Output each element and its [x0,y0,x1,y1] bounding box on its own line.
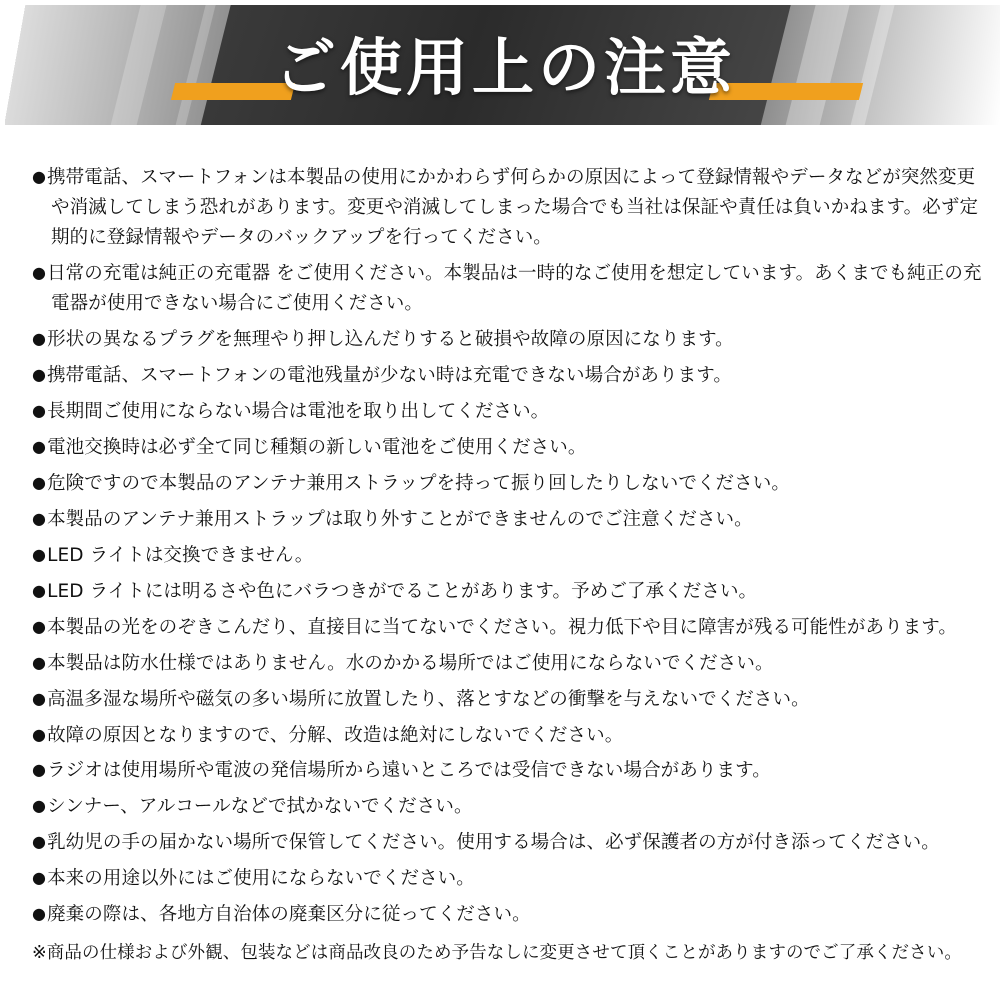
list-item [32,397,982,427]
list-item [32,325,982,355]
list-item-text: 高温多湿な場所や磁気の多い場所に放置したり、落とすなどの衝撃を与えないでください。 [47,688,810,710]
bullet-icon: ● [32,580,47,600]
page-title: ご使用上の注意 [273,30,736,104]
list-item [32,828,982,858]
bullet-icon: ● [32,508,47,528]
list-item [32,433,982,463]
bullet-icon: ● [32,652,47,672]
list-item-text: 日常の充電は純正の充電器 をご使用ください。本製品は一時的なご使用を想定しています。あくまでも純正の充電器が使用できない場合にご使用ください。 [47,262,982,314]
bullet-icon: ● [32,364,47,384]
list-item-text: 携帯電話、スマートフォンは本製品の使用にかかわらず何らかの原因によって登録情報やデータなどが突然変更や消滅してしまう恐れがあります。変更や消滅してしまった場合でも当社は保証や責任は負いかねます。必ず定期的に登録情報やデータのバックアップを行ってください。 [47,167,979,248]
list-item [32,361,982,391]
bullet-icon: ● [32,616,47,636]
list-item [32,469,982,499]
header-banner [5,5,1000,125]
list-item-text: 長期間ご使用にならない場合は電池を取り出してください。 [47,400,550,422]
list-item [32,541,982,571]
list-item [32,721,982,751]
list-item [32,900,982,930]
bullet-icon: ● [32,262,47,282]
list-item-text: ラジオは使用場所や電波の発信場所から遠いところでは受信できない場合があります。 [47,760,771,782]
bullet-icon: ● [32,436,47,456]
list-item-text: 危険ですので本製品のアンテナ兼用ストラップを持って振り回したりしないでください。 [47,472,790,494]
list-item [32,756,982,786]
list-item-text: 本製品の光をのぞきこんだり、直接目に当てないでください。視力低下や目に障害が残る可能性があります。 [47,616,957,638]
bullet-icon: ● [32,904,47,924]
list-item-text: LED ライトには明るさや色にバラつきがでることがあります。予めご了承ください。 [47,580,758,602]
bullet-icon: ● [32,832,47,852]
list-item [32,505,982,535]
footnote: ※商品の仕様および外観、包装などは商品改良のため予告なしに変更させて頂くことがありますのでご了承ください。 [32,943,962,964]
bullet-icon: ● [32,688,47,708]
notice-content [10,133,1000,995]
list-item [32,163,982,253]
list-item-text: 本製品のアンテナ兼用ストラップは取り外すことができませんのでご注意ください。 [47,508,753,530]
list-item-text: 本来の用途以外にはご使用にならないでください。 [47,868,475,890]
list-item-text: 乳幼児の手の届かない場所で保管してください。使用する場合は、必ず保護者の方が付き添ってください。 [47,832,940,854]
list-item-text: 廃棄の際は、各地方自治体の廃棄区分に従ってください。 [47,904,531,926]
bullet-icon: ● [32,796,47,816]
list-item-text: シンナー、アルコールなどで拭かないでください。 [47,796,473,818]
list-item [32,649,982,679]
list-item [32,259,982,319]
bullet-icon: ● [32,472,47,492]
list-item [32,864,982,894]
bullet-icon: ● [32,868,47,888]
list-item [32,685,982,715]
list-item [32,613,982,643]
bullet-icon: ● [32,544,47,564]
bullet-icon: ● [32,724,47,744]
list-item-text: 携帯電話、スマートフォンの電池残量が少ない時は充電できない場合があります。 [47,364,732,386]
list-item [32,577,982,607]
list-item-text: 電池交換時は必ず全て同じ種類の新しい電池をご使用ください。 [47,436,587,458]
notice-list [32,163,982,930]
bullet-icon: ● [32,328,47,348]
bullet-icon: ● [32,400,47,420]
bullet-icon: ● [32,167,47,186]
list-item-text: 形状の異なるプラグを無理やり押し込んだりすると破損や故障の原因になります。 [47,328,734,350]
list-item-text: LED ライトは交換できません。 [47,544,314,566]
list-item-text: 故障の原因となりますので、分解、改造は絶対にしないでください。 [47,724,624,746]
list-item [32,792,982,822]
list-item-text: 本製品は防水仕様ではありません。水のかかる場所ではご使用にならないでください。 [47,652,774,674]
bullet-icon: ● [32,760,47,780]
